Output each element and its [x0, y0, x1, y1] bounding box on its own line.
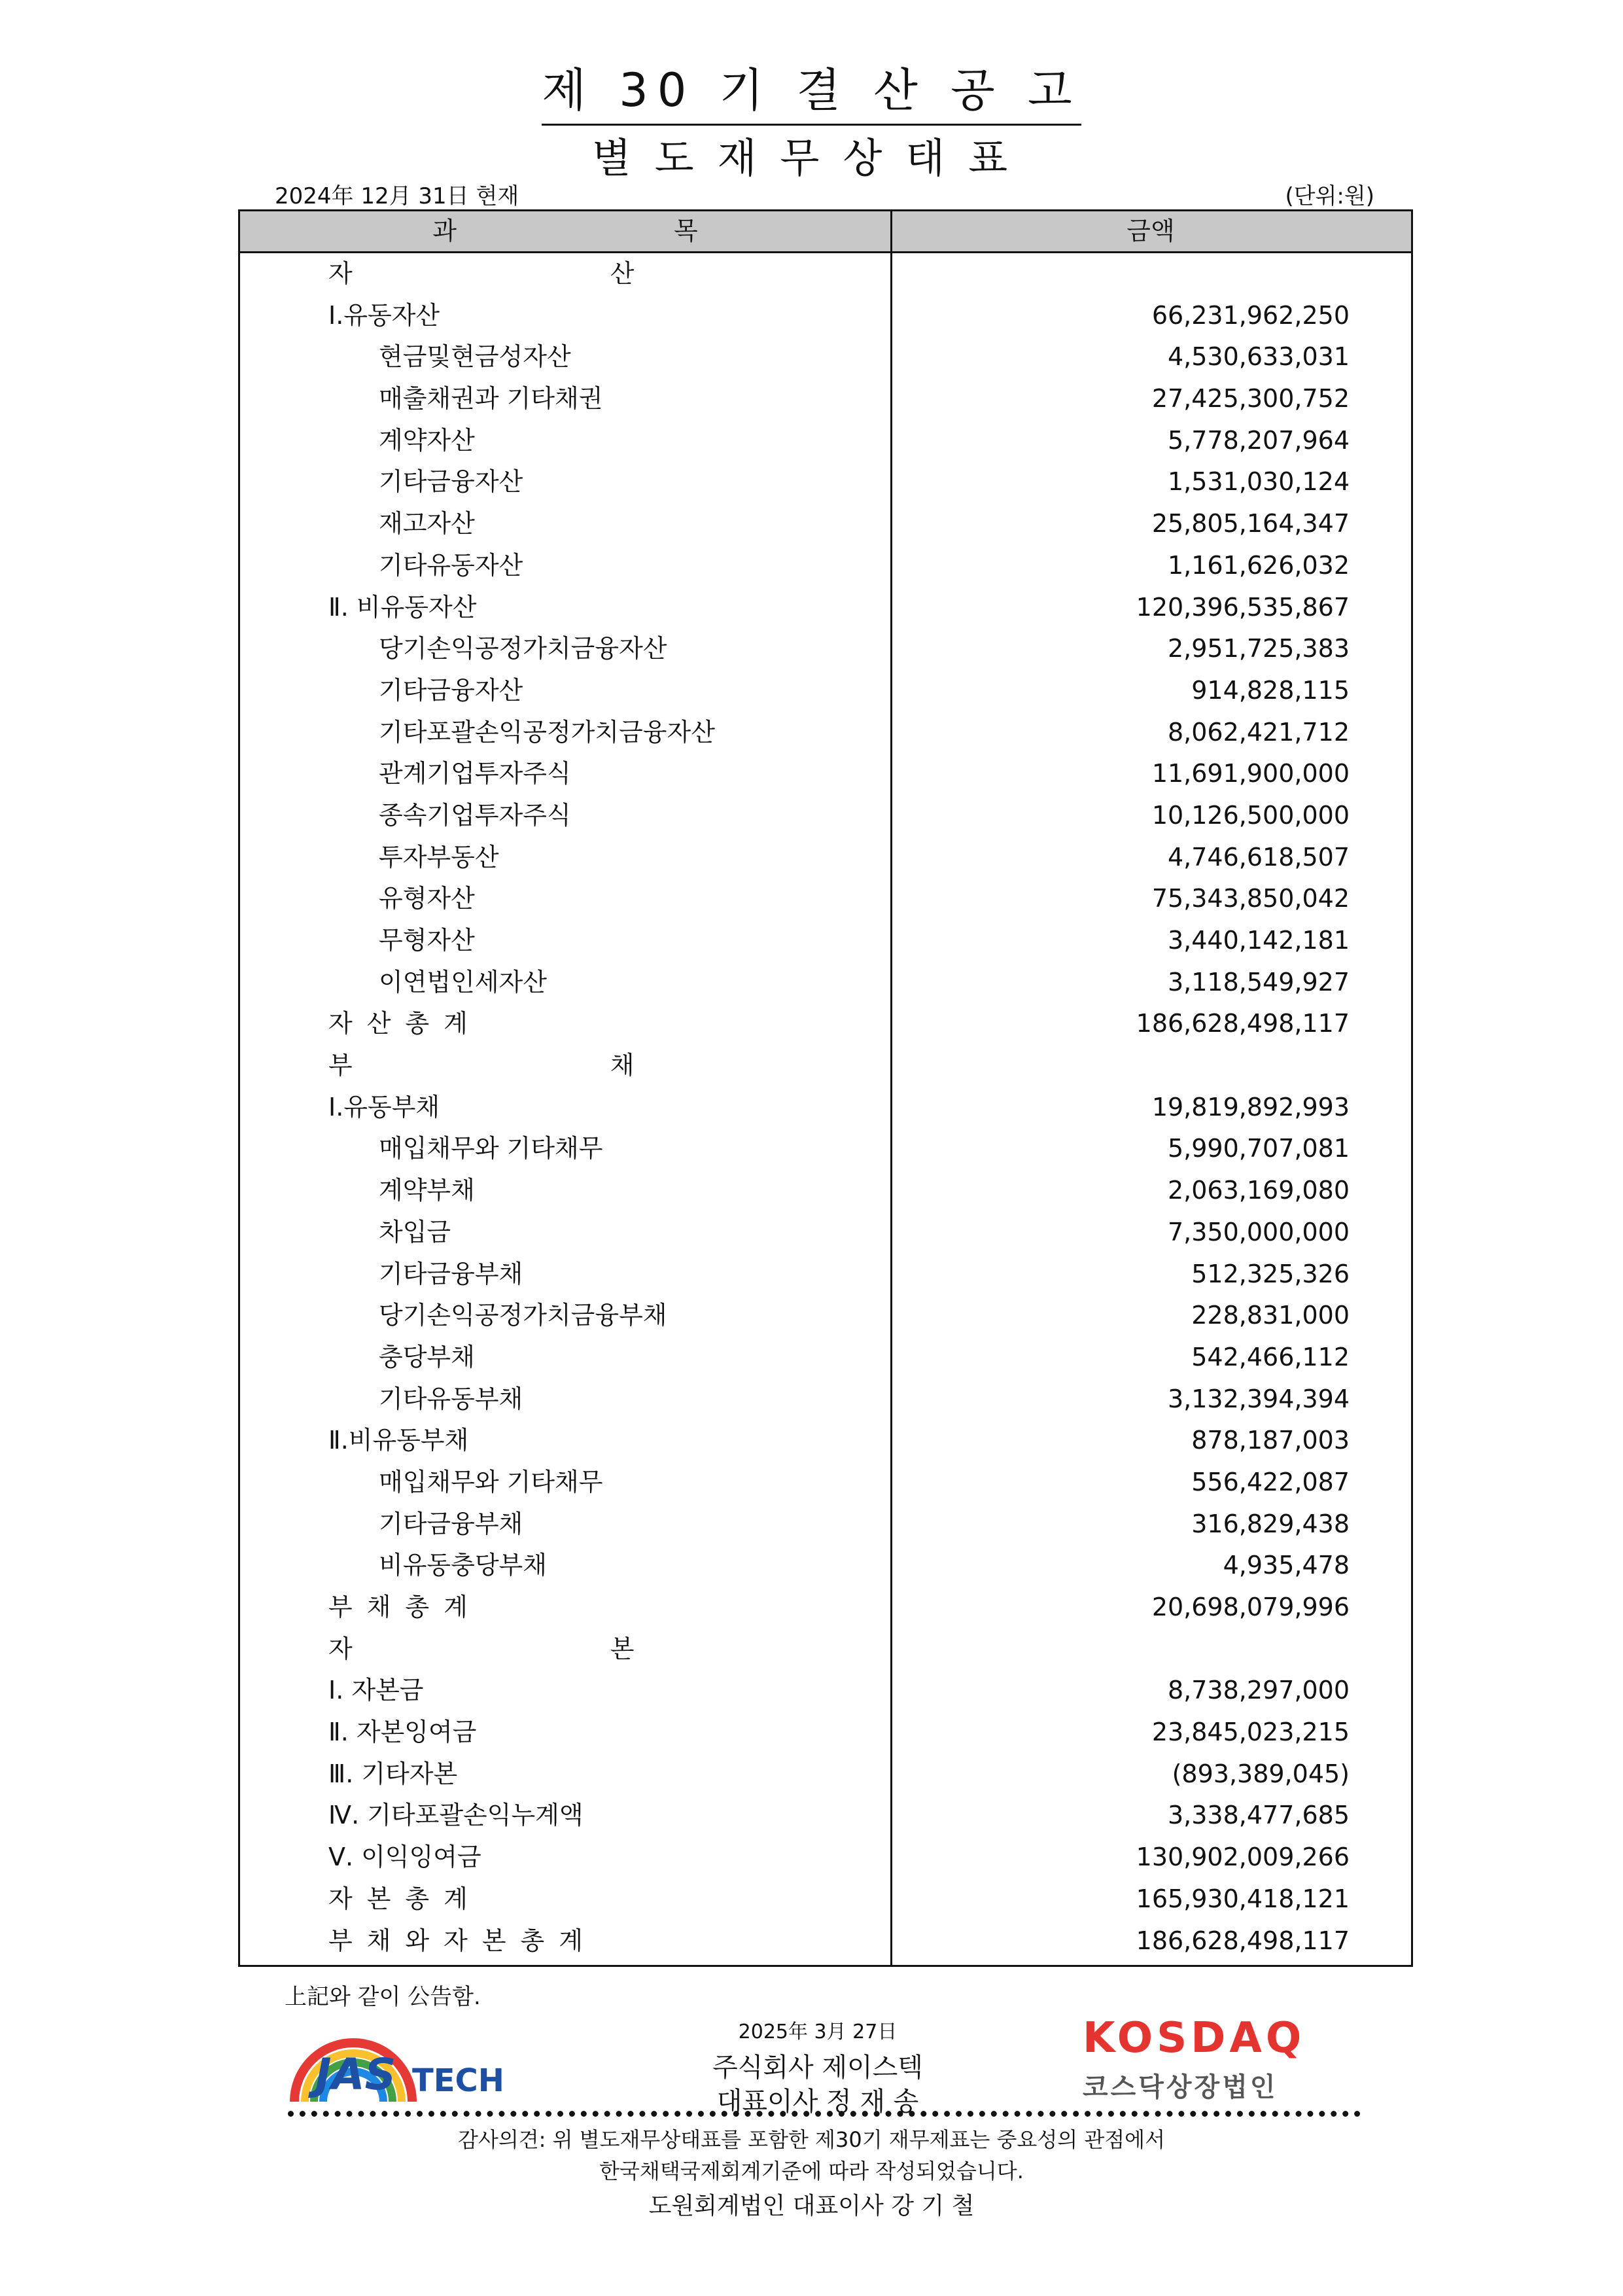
row-amount: 66,231,962,250: [1151, 300, 1350, 330]
table-row: [240, 1670, 1411, 1712]
row-amount: 4,746,618,507: [1167, 842, 1350, 872]
table-row: [240, 1379, 1411, 1421]
row-amount: 7,350,000,000: [1167, 1217, 1350, 1246]
table-row: [240, 1462, 1411, 1504]
logo-text-jas: JAS: [315, 2049, 396, 2100]
row-label: 차입금: [379, 1217, 451, 1246]
table-row: [240, 712, 1411, 754]
row-label: 관계기업투자주식: [379, 759, 571, 788]
table-row: [240, 295, 1411, 337]
row-amount: 130,902,009,266: [1136, 1843, 1350, 1872]
table-row: [240, 962, 1411, 1004]
row-label: Ⅰ.유동자산: [328, 300, 440, 330]
row-amount: 186,628,498,117: [1136, 1009, 1350, 1038]
row-label: 유형자산: [379, 884, 475, 913]
row-label: Ⅱ. 자본잉여금: [328, 1718, 477, 1747]
row-amount: 556,422,087: [1191, 1467, 1350, 1496]
announcement-note: 上記와 같이 公告함.: [285, 1984, 481, 2010]
table-row: [240, 1254, 1411, 1296]
row-label: Ⅳ. 기타포괄손익누계액: [328, 1801, 584, 1830]
jastech-logo: [288, 2010, 536, 2108]
row-label: 기타금융자산: [379, 467, 523, 497]
row-amount: 120,396,535,867: [1136, 592, 1350, 622]
title-text: 제 30 기 결 산 공 고: [542, 54, 1081, 126]
row-amount: 186,628,498,117: [1136, 1926, 1350, 1955]
row-label: 기타포괄손익공정가치금융자산: [379, 717, 715, 747]
row-label: 비유동충당부채: [379, 1551, 547, 1580]
table-row: [240, 587, 1411, 629]
row-label: 자 본: [328, 1634, 638, 1663]
table-row: [240, 1629, 1411, 1670]
table-row: [240, 1879, 1411, 1920]
row-amount: 8,062,421,712: [1167, 717, 1350, 747]
row-label: 무형자산: [379, 926, 475, 955]
row-label: 부 채: [328, 1051, 638, 1080]
row-label: 부채총계: [328, 1593, 482, 1621]
row-amount: 23,845,023,215: [1151, 1718, 1350, 1747]
row-label: 자본총계: [328, 1884, 482, 1913]
row-label: 당기손익공정가치금융부채: [379, 1301, 667, 1330]
table-row: [240, 1170, 1411, 1212]
dotted-divider: [288, 2111, 1361, 2117]
row-amount: 10,126,500,000: [1151, 800, 1350, 830]
row-label: 매입채무와 기타채무: [379, 1134, 603, 1163]
row-label: 기타유동자산: [379, 550, 523, 580]
row-amount: 316,829,438: [1191, 1509, 1350, 1538]
row-label: 자 산: [328, 259, 638, 288]
table-row: [240, 878, 1411, 920]
company-name: 주식회사 제이스텍: [712, 2053, 923, 2083]
table-row: [240, 1837, 1411, 1879]
row-amount: 3,132,394,394: [1167, 1384, 1350, 1413]
announcement-date: 2025年 3月 27日: [738, 2021, 898, 2043]
row-amount: 75,343,850,042: [1151, 884, 1350, 913]
row-label: Ⅲ. 기타자본: [328, 1759, 458, 1788]
table-row: [240, 1295, 1411, 1337]
row-amount: 542,466,112: [1191, 1342, 1350, 1371]
audit-opinion: [0, 2124, 1623, 2222]
table-header: [240, 211, 1411, 253]
row-label: 부채와자본총계: [328, 1926, 597, 1955]
row-amount: 3,118,549,927: [1167, 967, 1350, 997]
kosdaq-wordmark: KOSDAQ: [1083, 2014, 1306, 2062]
row-label: Ⅰ.유동부채: [328, 1092, 440, 1122]
header-item: 과 목: [432, 217, 698, 245]
row-amount: 25,805,164,347: [1151, 509, 1350, 539]
row-amount: 11,691,900,000: [1151, 759, 1350, 788]
page-subtitle: 별도재무상태표: [591, 134, 1032, 182]
row-amount: 27,425,300,752: [1151, 384, 1350, 414]
row-label: 자산총계: [328, 1009, 482, 1038]
table-row: [240, 503, 1411, 545]
row-label: Ⅴ. 이익잉여금: [328, 1843, 481, 1872]
table-row: [240, 1712, 1411, 1754]
table-row: [240, 1795, 1411, 1837]
signature-block: [589, 2015, 1047, 2119]
row-amount: 4,530,633,031: [1167, 342, 1350, 372]
table-row: [240, 336, 1411, 378]
row-amount: 228,831,000: [1191, 1301, 1350, 1330]
row-amount: 165,930,418,121: [1136, 1884, 1350, 1913]
row-label: 현금및현금성자산: [379, 342, 571, 372]
row-label: 투자부동산: [379, 842, 499, 872]
table-row: [240, 1420, 1411, 1462]
row-amount: 914,828,115: [1191, 675, 1350, 705]
table-row: [240, 628, 1411, 670]
row-amount: 5,990,707,081: [1167, 1134, 1350, 1163]
row-label: Ⅰ. 자본금: [328, 1676, 424, 1705]
balance-sheet-table: [238, 209, 1413, 1967]
table-row: [240, 837, 1411, 879]
page-title: [0, 54, 1623, 126]
table-row: [240, 753, 1411, 795]
row-label: 계약부채: [379, 1176, 475, 1205]
logo-text-tech: TECH: [412, 2062, 504, 2099]
row-label: 이연법인세자산: [379, 967, 547, 997]
row-amount: 4,935,478: [1223, 1551, 1350, 1580]
row-label: 매입채무와 기타채무: [379, 1467, 603, 1496]
table-row: [240, 420, 1411, 462]
row-label: 기타금융부채: [379, 1259, 523, 1288]
table-row: [240, 1212, 1411, 1254]
row-amount: (893,389,045): [1172, 1759, 1350, 1788]
row-amount: 1,161,626,032: [1167, 550, 1350, 580]
row-label: Ⅱ. 비유동자산: [328, 592, 477, 622]
audit-line-2: 한국채택국제회계기준에 따라 작성되었습니다.: [599, 2159, 1024, 2183]
row-label: 충당부채: [379, 1342, 475, 1371]
row-amount: 2,063,169,080: [1167, 1176, 1350, 1205]
table-row: [240, 1337, 1411, 1379]
row-amount: 512,325,326: [1191, 1259, 1350, 1288]
row-amount: 1,531,030,124: [1167, 467, 1350, 497]
unit-label: (단위:원): [1285, 183, 1374, 209]
header-amount: 금액: [1126, 217, 1175, 245]
row-amount: 2,951,725,383: [1167, 634, 1350, 663]
statement-date: 2024年 12月 31日 현재: [275, 183, 519, 209]
row-amount: 5,778,207,964: [1167, 425, 1350, 455]
table-row: [240, 1920, 1411, 1962]
audit-line-1: 감사의견: 위 별도재무상태표를 포함한 제30기 재무제표는 중요성의 관점에서: [458, 2127, 1165, 2152]
table-row: [240, 461, 1411, 503]
table-row: [240, 1045, 1411, 1087]
table-row: [240, 378, 1411, 420]
table-row: [240, 1504, 1411, 1545]
row-amount: 8,738,297,000: [1167, 1676, 1350, 1705]
table-row: [240, 1587, 1411, 1629]
table-row: [240, 1003, 1411, 1045]
auditor-signature: 도원회계법인 대표이사 강 기 철: [648, 2193, 975, 2219]
row-label: 계약자산: [379, 425, 475, 455]
row-label: 재고자산: [379, 509, 475, 539]
table-row: [240, 795, 1411, 837]
table-body: [240, 253, 1411, 1962]
table-row: [240, 1754, 1411, 1795]
row-amount: 3,338,477,685: [1167, 1801, 1350, 1830]
table-row: [240, 1128, 1411, 1170]
row-label: 매출채권과 기타채권: [379, 384, 603, 414]
kosdaq-listed-label: 코스닥상장법인: [1083, 2072, 1278, 2102]
table-row: [240, 1087, 1411, 1129]
row-amount: 20,698,079,996: [1151, 1593, 1350, 1621]
table-row: [240, 670, 1411, 712]
row-amount: 878,187,003: [1191, 1426, 1350, 1455]
table-row: [240, 545, 1411, 587]
row-label: 당기손익공정가치금융자산: [379, 634, 667, 663]
kosdaq-logo: [1083, 2014, 1318, 2104]
row-label: 기타금융부채: [379, 1509, 523, 1538]
row-label: Ⅱ.비유동부채: [328, 1426, 469, 1455]
row-amount: 19,819,892,993: [1151, 1092, 1350, 1122]
row-label: 종속기업투자주식: [379, 800, 571, 830]
ceo-name: 대표이사 정 재 송: [716, 2087, 919, 2117]
table-row: [240, 1545, 1411, 1587]
table-row: [240, 920, 1411, 962]
row-label: 기타금융자산: [379, 675, 523, 705]
row-amount: 3,440,142,181: [1167, 926, 1350, 955]
row-label: 기타유동부채: [379, 1384, 523, 1413]
table-row: [240, 253, 1411, 295]
